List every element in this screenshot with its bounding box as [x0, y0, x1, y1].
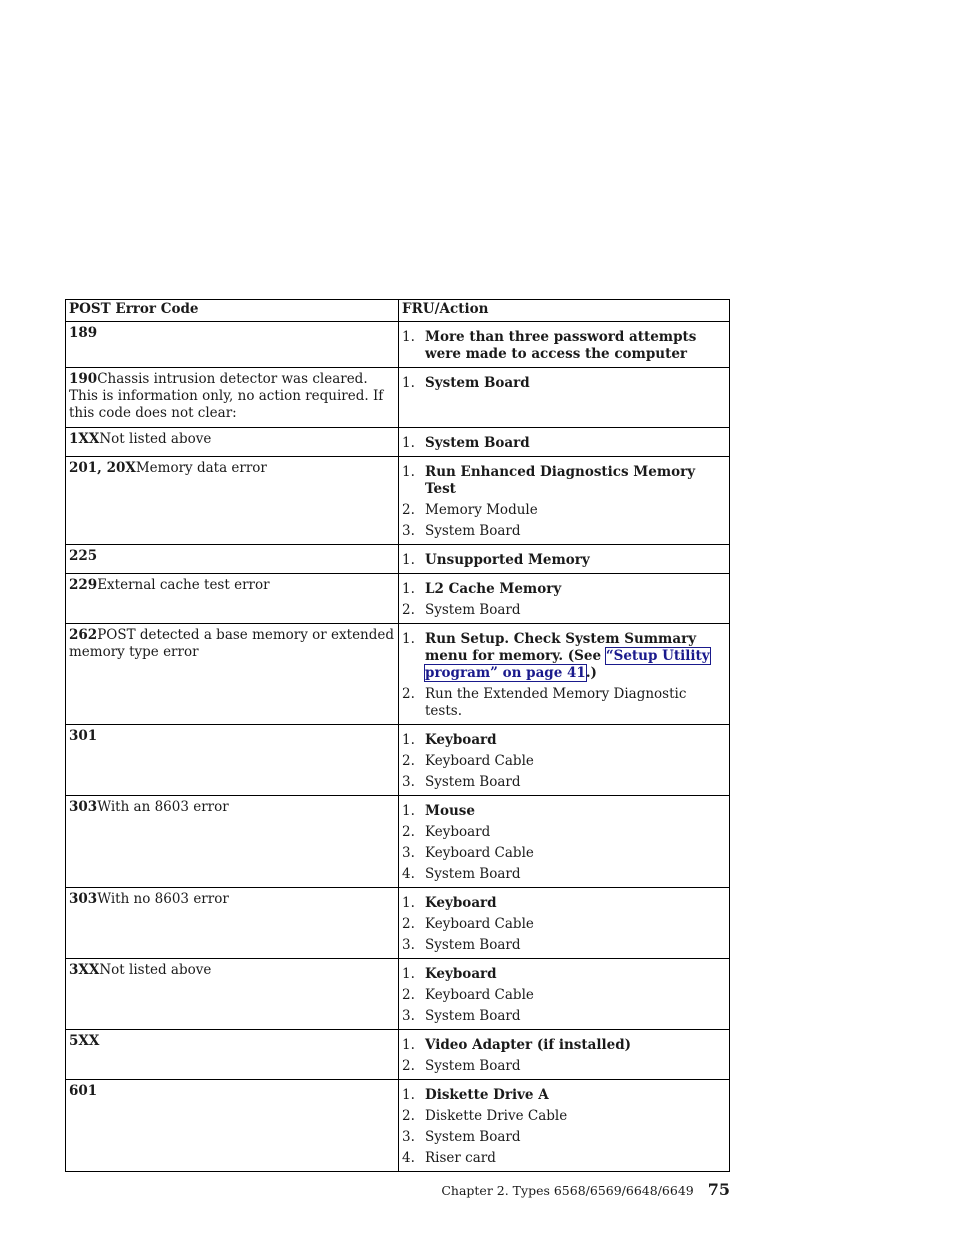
error-code-cell — [66, 796, 399, 888]
error-code-cell — [66, 1030, 399, 1080]
step-text: Memory Module — [425, 502, 538, 518]
action-step — [402, 916, 726, 933]
fru-action-cell — [399, 322, 730, 368]
action-step — [402, 937, 726, 954]
table-row — [66, 624, 730, 725]
step-text: Keyboard — [425, 732, 497, 748]
step-text: Run Enhanced Diagnostics Memory Test — [425, 464, 696, 497]
step-number: 2. — [402, 916, 415, 932]
step-number: 1. — [402, 552, 415, 568]
error-description: With an 8603 error — [97, 799, 229, 815]
action-step — [402, 866, 726, 883]
error-code-cell — [66, 368, 399, 428]
error-code-cell — [66, 959, 399, 1030]
step-text: Run the Extended Memory Diagnostic tests. — [425, 686, 687, 719]
action-step — [402, 631, 726, 682]
fru-action-cell — [399, 959, 730, 1030]
step-text: Keyboard Cable — [425, 753, 534, 769]
table-row — [66, 1080, 730, 1172]
action-step — [402, 1008, 726, 1025]
action-step — [402, 464, 726, 498]
action-list — [402, 1037, 726, 1075]
fru-action-cell — [399, 545, 730, 574]
fru-action-cell — [399, 624, 730, 725]
fru-action-cell — [399, 428, 730, 457]
fru-action-cell — [399, 725, 730, 796]
step-number: 1. — [402, 803, 415, 819]
error-description: Memory data error — [135, 460, 267, 476]
step-text — [425, 631, 726, 682]
step-text: System Board — [425, 1008, 521, 1024]
error-code: 201, 20X — [69, 460, 136, 476]
error-code: 1XX — [69, 431, 100, 447]
step-number: 2. — [402, 1058, 415, 1074]
action-step — [402, 1037, 726, 1054]
error-code-cell — [66, 725, 399, 796]
step-number: 1. — [402, 966, 415, 982]
step-text: System Board — [425, 1058, 521, 1074]
action-step — [402, 329, 726, 363]
step-text: Keyboard — [425, 966, 497, 982]
step-text: Keyboard Cable — [425, 987, 534, 1003]
error-code-cell — [66, 428, 399, 457]
fru-action-cell — [399, 574, 730, 624]
fru-action-cell — [399, 368, 730, 428]
action-step — [402, 686, 726, 720]
step-number: 1. — [402, 375, 415, 391]
action-list — [402, 464, 726, 540]
table-row — [66, 545, 730, 574]
table-row — [66, 574, 730, 624]
error-code-cell — [66, 457, 399, 545]
action-list — [402, 966, 726, 1025]
action-list — [402, 732, 726, 791]
step-text: System Board — [425, 774, 521, 790]
action-step — [402, 552, 726, 569]
step-text: Keyboard Cable — [425, 845, 534, 861]
action-step — [402, 1087, 726, 1104]
action-step — [402, 523, 726, 540]
step-text: Keyboard Cable — [425, 916, 534, 932]
step-number: 2. — [402, 753, 415, 769]
table-header-row — [66, 300, 730, 322]
step-number: 4. — [402, 866, 415, 882]
table-row — [66, 1030, 730, 1080]
error-code: 5XX — [69, 1033, 100, 1049]
action-step — [402, 966, 726, 983]
action-list — [402, 803, 726, 883]
error-description: External cache test error — [97, 577, 270, 593]
error-code: 3XX — [69, 962, 100, 978]
action-list — [402, 895, 726, 954]
step-number: 1. — [402, 329, 415, 345]
action-step — [402, 895, 726, 912]
step-text: More than three password attempts were made to access the computer — [425, 329, 697, 362]
action-list — [402, 581, 726, 619]
error-description: Not listed above — [99, 962, 212, 978]
step-number: 1. — [402, 631, 415, 647]
action-step — [402, 1108, 726, 1125]
error-code: 189 — [69, 325, 98, 341]
action-step — [402, 1150, 726, 1167]
step-text: System Board — [425, 523, 521, 539]
step-number: 2. — [402, 602, 415, 618]
fru-action-cell — [399, 1080, 730, 1172]
step-number: 2. — [402, 824, 415, 840]
step-number: 3. — [402, 937, 415, 953]
step-text-before-link: Run Setup. Check System Summary menu for memory. (See — [425, 631, 697, 664]
step-number: 3. — [402, 845, 415, 861]
error-code: 303 — [69, 891, 98, 907]
step-number: 1. — [402, 732, 415, 748]
error-code-cell — [66, 624, 399, 725]
table-row — [66, 796, 730, 888]
table-row — [66, 888, 730, 959]
step-number: 1. — [402, 581, 415, 597]
error-description: POST detected a base memory or extended memory type error — [69, 627, 395, 660]
error-code: 301 — [69, 728, 98, 744]
post-error-table — [65, 299, 730, 1172]
action-list — [402, 375, 726, 392]
step-number: 3. — [402, 1008, 415, 1024]
action-step — [402, 824, 726, 841]
chapter-label: Chapter 2. Types 6568/6569/6648/6649 — [441, 1183, 694, 1198]
error-code: 262 — [69, 627, 98, 643]
step-number: 2. — [402, 987, 415, 1003]
action-list — [402, 435, 726, 452]
action-step — [402, 732, 726, 749]
step-text: System Board — [425, 1129, 521, 1145]
step-text: System Board — [425, 602, 521, 618]
step-text: System Board — [425, 375, 530, 391]
table-row — [66, 725, 730, 796]
step-text: Diskette Drive Cable — [425, 1108, 568, 1124]
step-number: 1. — [402, 1037, 415, 1053]
step-text: L2 Cache Memory — [425, 581, 562, 597]
action-list — [402, 329, 726, 363]
table-row — [66, 368, 730, 428]
table-body — [66, 322, 730, 1172]
page-number: 75 — [707, 1180, 730, 1199]
error-description: With no 8603 error — [97, 891, 229, 907]
action-step — [402, 774, 726, 791]
action-step — [402, 753, 726, 770]
error-code: 190 — [69, 371, 98, 387]
action-list — [402, 1087, 726, 1167]
step-number: 1. — [402, 435, 415, 451]
error-code: 225 — [69, 548, 98, 564]
fru-action-cell — [399, 796, 730, 888]
step-number: 1. — [402, 464, 415, 480]
step-text-after-link: .) — [585, 665, 597, 681]
error-code-cell — [66, 545, 399, 574]
step-number: 4. — [402, 1150, 415, 1166]
step-number: 3. — [402, 1129, 415, 1145]
error-code-cell — [66, 322, 399, 368]
error-description: Chassis intrusion detector was cleared. This is information only, no action required. If this code does not clear: — [69, 371, 384, 421]
table-row — [66, 457, 730, 545]
action-step — [402, 803, 726, 820]
step-text: System Board — [425, 866, 521, 882]
step-text: Keyboard — [425, 824, 491, 840]
page-footer — [441, 1180, 730, 1199]
step-number: 1. — [402, 1087, 415, 1103]
action-step — [402, 581, 726, 598]
setup-utility-link[interactable]: “Setup Utility program” on page 41 — [425, 648, 710, 681]
action-step — [402, 375, 726, 392]
step-text: Video Adapter (if installed) — [425, 1037, 632, 1053]
error-code: 229 — [69, 577, 98, 593]
table-row — [66, 322, 730, 368]
step-text: Mouse — [425, 803, 475, 819]
error-code-cell — [66, 574, 399, 624]
step-number: 2. — [402, 1108, 415, 1124]
action-step — [402, 987, 726, 1004]
table-row — [66, 428, 730, 457]
error-code: 601 — [69, 1083, 98, 1099]
action-list — [402, 631, 726, 720]
error-code-cell — [66, 1080, 399, 1172]
step-text: Diskette Drive A — [425, 1087, 549, 1103]
step-text: System Board — [425, 435, 530, 451]
error-description: Not listed above — [99, 431, 212, 447]
column-header-code: POST Error Code — [66, 300, 399, 322]
step-number: 2. — [402, 502, 415, 518]
action-step — [402, 602, 726, 619]
step-number: 3. — [402, 523, 415, 539]
fru-action-cell — [399, 1030, 730, 1080]
fru-action-cell — [399, 457, 730, 545]
action-step — [402, 845, 726, 862]
action-step — [402, 1058, 726, 1075]
action-list — [402, 552, 726, 569]
step-text: Unsupported Memory — [425, 552, 590, 568]
step-number: 3. — [402, 774, 415, 790]
error-code-cell — [66, 888, 399, 959]
step-text: Riser card — [425, 1150, 496, 1166]
action-step — [402, 1129, 726, 1146]
step-text: System Board — [425, 937, 521, 953]
error-code: 303 — [69, 799, 98, 815]
fru-action-cell — [399, 888, 730, 959]
step-number: 2. — [402, 686, 415, 702]
table-row — [66, 959, 730, 1030]
column-header-action: FRU/Action — [399, 300, 730, 322]
step-text: Keyboard — [425, 895, 497, 911]
step-number: 1. — [402, 895, 415, 911]
action-step — [402, 435, 726, 452]
action-step — [402, 502, 726, 519]
